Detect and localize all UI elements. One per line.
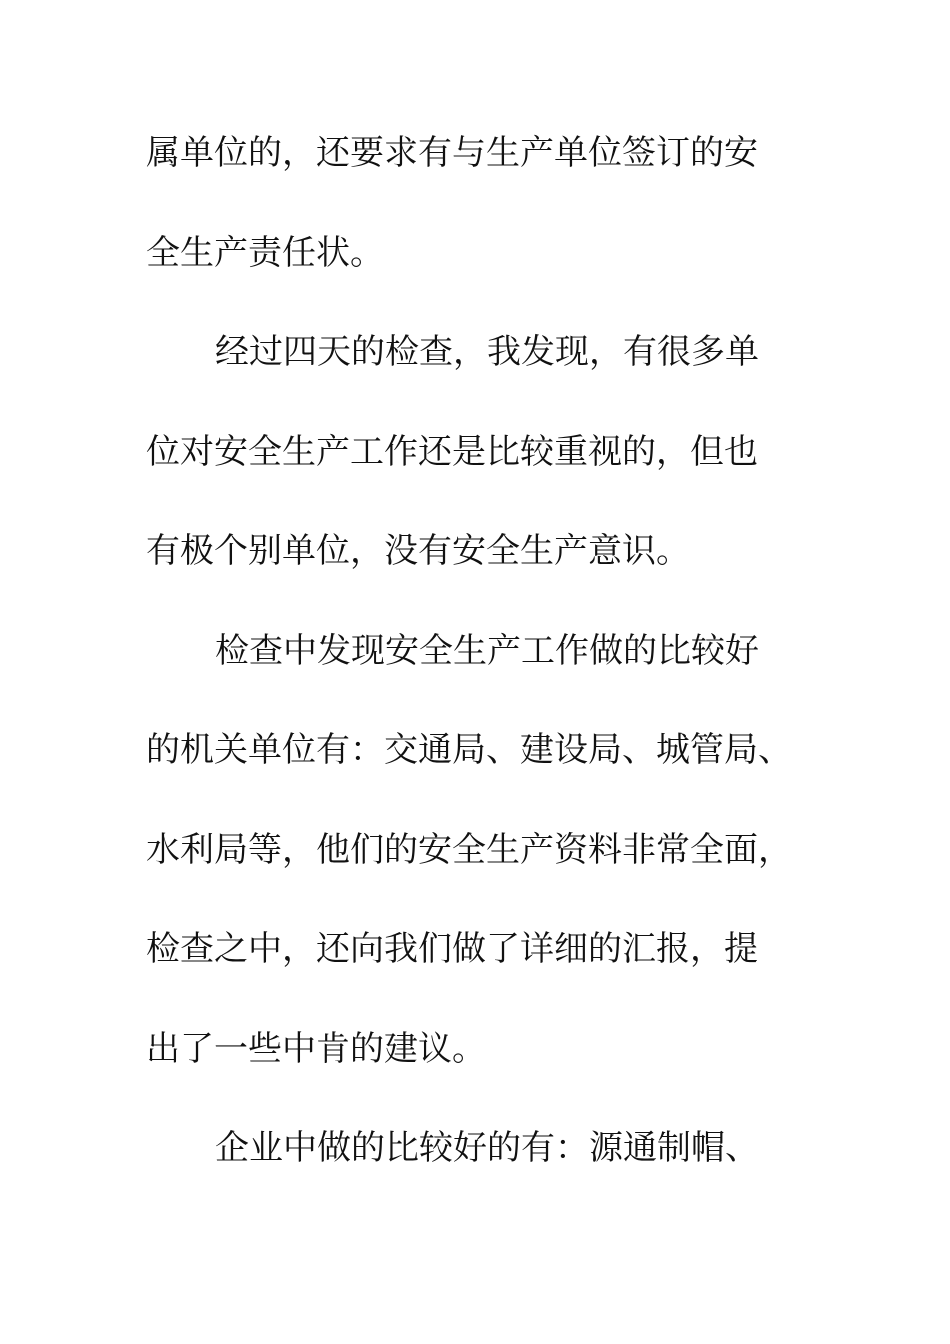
paragraph-start-line: 企业中做的比较好的有：源通制帽、 (215, 1128, 759, 1168)
body-text (146, 120, 826, 1215)
text-line: 水利局等，他们的安全生产资料非常全面， (146, 829, 792, 870)
text-line: 的机关单位有：交通局、建设局、城管局、 (146, 730, 792, 770)
text-line: 位对安全生产工作还是比较重视的，但也 (146, 431, 758, 472)
text-line: 全生产责任状。 (146, 232, 384, 273)
text-line: 有极个别单位，没有安全生产意识。 (146, 531, 690, 571)
paragraph-start-line: 检查中发现安全生产工作做的比较好 (215, 630, 759, 671)
text-line: 属单位的，还要求有与生产单位签订的安 (146, 133, 758, 173)
text-line: 出了一些中肯的建议。 (146, 1028, 486, 1069)
paragraph-start-line: 经过四天的检查，我发现，有很多单 (215, 332, 759, 372)
text-line: 检查之中，还向我们做了详细的汇报，提 (146, 929, 758, 969)
